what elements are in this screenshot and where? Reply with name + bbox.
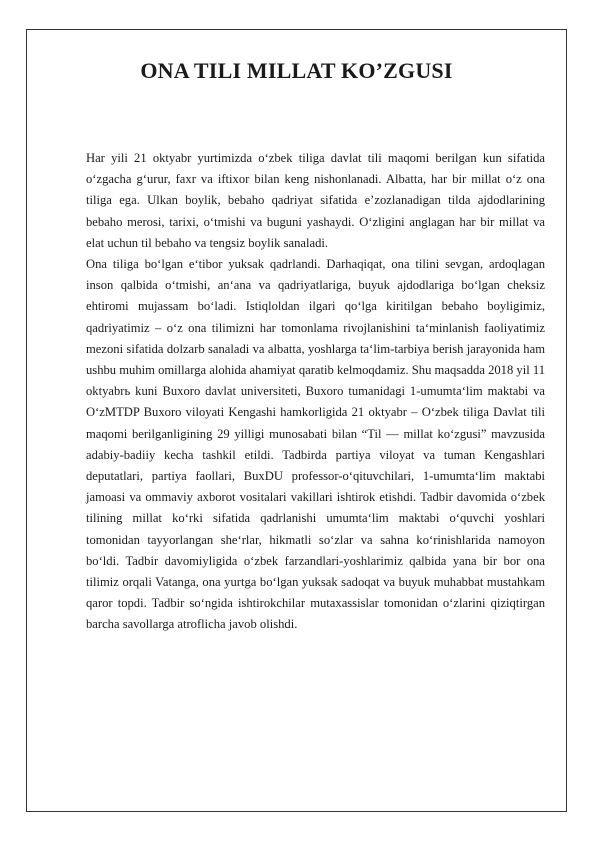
document-title: ONA TILI MILLAT KO’ZGUSI bbox=[140, 58, 453, 83]
paragraph-2: Ona tiliga bo‘lgan e‘tibor yuksak qadrlandi. Darhaqiqat, ona tilini sevgan, ardoqlagan inson qalbida o‘tmishi, an‘ana va qadriyatlariga, buyuk ajdodlariga bo‘lgan cheksiz ehtiromi mujassam bo‘ladi. Istiqloldan ilgari qo‘lga kiritilgan bebaho boyligimiz, qadriyatimiz – o‘z ona tilimizni har tomonlama rivojlanishini ta‘minlanish faoliyatimiz mezoni sifatida dolzarb sanaladi va albatta, yoshlarga ta‘lim-tarbiya berish jarayonida ham ushbu muhim omillarga alohida ahamiyat qaratib kelmoqdamiz. Shu maqsadda 2018 yil 11 oktyabrь kuni Buxoro davlat universiteti, Buxoro tumanidagi 1-umumta‘lim maktabi va O‘zMTDP Buxoro viloyati Kengashi hamkorligida 21 oktyabr – O‘zbek tiliga Davlat tili maqomi berilganligining 29 yilligi munosabati bilan “Til — millat ko‘zgusi” mavzusida adabiy-badiiy kecha tashkil etildi. Tadbirda partiya viloyat va tuman Kengashlari deputatlari, partiya faollari, BuxDU professor-o‘qituvchilari, 1-umumta‘lim maktabi jamoasi va ommaviy axborot vositalari vakillari ishtirok etishdi. Tadbir davomida o‘zbek tilining millat ko‘rki sifatida qadrlanishi umumta‘lim maktabi o‘quvchi yoshlari tomonidan tayyorlangan she‘rlar, hikmatli so‘zlar va sahna ko‘rinishlarida namoyon bo‘ldi. Tadbir davomiyligida o‘zbek farzandlari-yoshlarimiz qalbida yana bir bor ona tilimiz orqali Vatanga, ona yurtga bo‘lgan yuksak sadoqat va buyuk muhabbat mustahkam qaror topdi. Tadbir so‘ngida ishtirokchilar mutaxassislar tomonidan o‘zlarini qiziqtirgan barcha savollarga atroflicha javob olishdi. bbox=[86, 257, 545, 632]
paragraph-1: Har yili 21 oktyabr yurtimizda o‘zbek tiliga davlat tili maqomi berilgan kun sifatida o‘zgacha g‘urur, faxr va iftixor bilan keng nishonlanadi. Albatta, har bir millat o‘z ona tiliga ega. Ulkan boylik, bebaho qadriyat sifatida e’zozlanadigan tilda ajdodlarining bebaho merosi, tarixi, o‘tmishi va buguni yashaydi. O‘zligini anglagan har bir millat va elat uchun til bebaho va tengsiz boylik sanaladi. bbox=[86, 151, 545, 250]
document-body bbox=[86, 148, 545, 636]
